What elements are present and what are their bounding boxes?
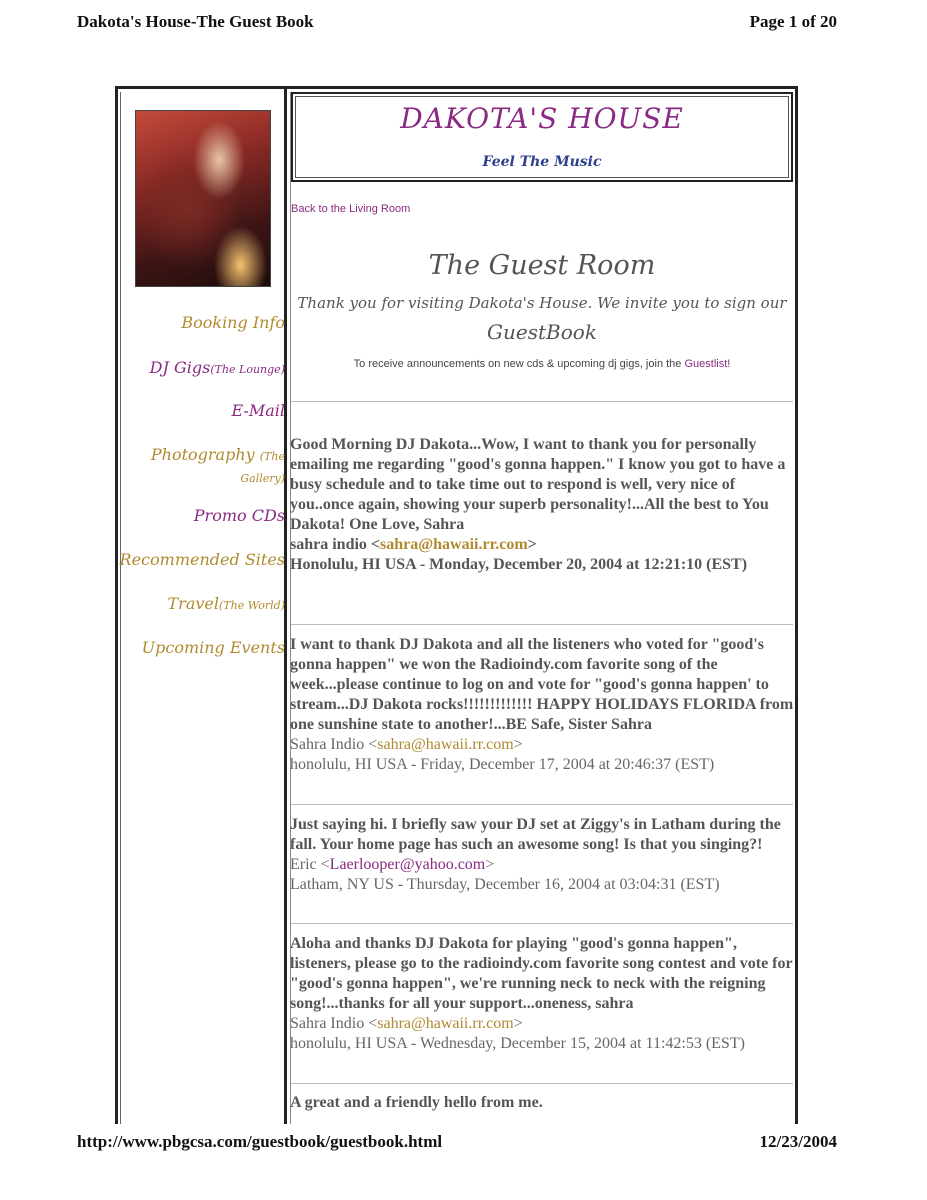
frame-right-border [795, 86, 798, 1124]
print-header [0, 12, 927, 36]
entry-email-link[interactable]: sahra@hawaii.rr.com [377, 1015, 514, 1032]
guestbook-entry [290, 1093, 795, 1113]
entry-author: Sahra Indio <sahra@hawaii.rr.com> [290, 736, 523, 753]
divider [291, 1083, 793, 1084]
guestbook-heading: GuestBook [487, 320, 597, 344]
guestbook-entry [290, 934, 795, 1054]
dj-photo [135, 110, 271, 287]
print-footer-url: http://www.pbgcsa.com/guestbook/guestbook.html [77, 1132, 443, 1151]
site-tagline: Feel The Music [482, 154, 602, 170]
frame-left-border [115, 86, 118, 1124]
divider [291, 624, 793, 625]
site-header [291, 92, 793, 182]
entry-message: A great and a friendly hello from me. [290, 1094, 543, 1111]
entry-author: Sahra Indio <sahra@hawaii.rr.com> [290, 1015, 523, 1032]
entry-email-link[interactable]: sahra@hawaii.rr.com [377, 736, 514, 753]
frame-top-border [115, 86, 798, 89]
guestbook-entry [290, 435, 795, 575]
print-footer [0, 1132, 927, 1156]
sidebar-item-booking-info[interactable]: Booking Info [181, 313, 285, 332]
divider [291, 401, 793, 402]
entry-location-date: Latham, NY US - Thursday, December 16, 2004 at 03:04:31 (EST) [290, 876, 720, 893]
entry-email-link[interactable]: sahra@hawaii.rr.com [380, 536, 528, 553]
guestbook-entry [290, 815, 795, 895]
sidebar-item-travel[interactable]: Travel(The World) [167, 594, 285, 613]
entry-location-date: honolulu, HI USA - Wednesday, December 15, 2004 at 11:42:53 (EST) [290, 1035, 745, 1052]
entry-message: Just saying hi. I briefly saw your DJ set at Ziggy's in Latham during the fall. Your home page has such an awesome song! Is that you singing?! [290, 816, 781, 853]
entry-location-date: Honolulu, HI USA - Monday, December 20, 2004 at 12:21:10 (EST) [290, 556, 748, 573]
sidebar-item-promo-cds[interactable]: Promo CDs [193, 506, 285, 525]
entry-author: sahra indio <sahra@hawaii.rr.com> [290, 536, 537, 553]
entry-message: I want to thank DJ Dakota and all the listeners who voted for "good's gonna happen" we won the Radioindy.com favorite song of the week...please continue to log on and vote for "good's gonna happen' to stream...DJ Dakota rocks!!!!!!!!!!!!! HAPPY HOLIDAYS FLORIDA from one sunshine state to another!...BE Safe, Sister Sahra [290, 636, 794, 733]
intro-text: Thank you for visiting Dakota's House. We invite you to sign our [297, 294, 787, 312]
divider [291, 804, 793, 805]
entry-message: Good Morning DJ Dakota...Wow, I want to thank you for personally emailing me regarding "good's gonna happen." I know you got to have a busy schedule and to take time out to respond is well, very nice of you..once again, showing your superb personality!...All the best to You Dakota! One Love, Sahra [290, 436, 786, 533]
announcement-text: To receive announcements on new cds & upcoming dj gigs, join the Guestlist! [353, 358, 731, 370]
entry-email-link[interactable]: Laerlooper@yahoo.com [329, 856, 486, 873]
print-footer-date: 12/23/2004 [759, 1132, 837, 1151]
guestbook-entry [290, 635, 795, 775]
print-header-page: Page 1 of 20 [749, 12, 837, 31]
entry-location-date: honolulu, HI USA - Friday, December 17, 2004 at 20:46:37 (EST) [290, 756, 715, 773]
sidebar-item-recommended-sites[interactable]: Recommended Sites [119, 550, 285, 569]
site-title: DAKOTA'S HOUSE [400, 102, 684, 135]
print-header-title: Dakota's House-The Guest Book [77, 12, 314, 31]
entry-author: Eric <Laerlooper@yahoo.com> [290, 856, 495, 873]
sidebar-item-email[interactable]: E-Mail [231, 401, 285, 420]
sidebar-item-photography[interactable]: Photography (The [150, 445, 285, 464]
sidebar-item-photography-sub: Gallery) [240, 472, 285, 485]
sidebar-item-upcoming-events[interactable]: Upcoming Events [141, 638, 285, 657]
divider [291, 923, 793, 924]
sidebar-item-dj-gigs[interactable]: DJ Gigs(The Lounge) [149, 358, 285, 377]
page-title: The Guest Room [428, 250, 656, 281]
guestlist-link[interactable]: Guestlist! [684, 358, 731, 370]
entry-message: Aloha and thanks DJ Dakota for playing "good's gonna happen", listeners, please go to the radioindy.com favorite song contest and vote for "good's gonna happen", we're running neck to neck with the reigning song!...thanks for all your support...oneness, sahra [290, 935, 793, 1012]
back-to-living-room-link[interactable]: Back to the Living Room [291, 203, 411, 215]
frame-left-inner-border [120, 92, 121, 1124]
